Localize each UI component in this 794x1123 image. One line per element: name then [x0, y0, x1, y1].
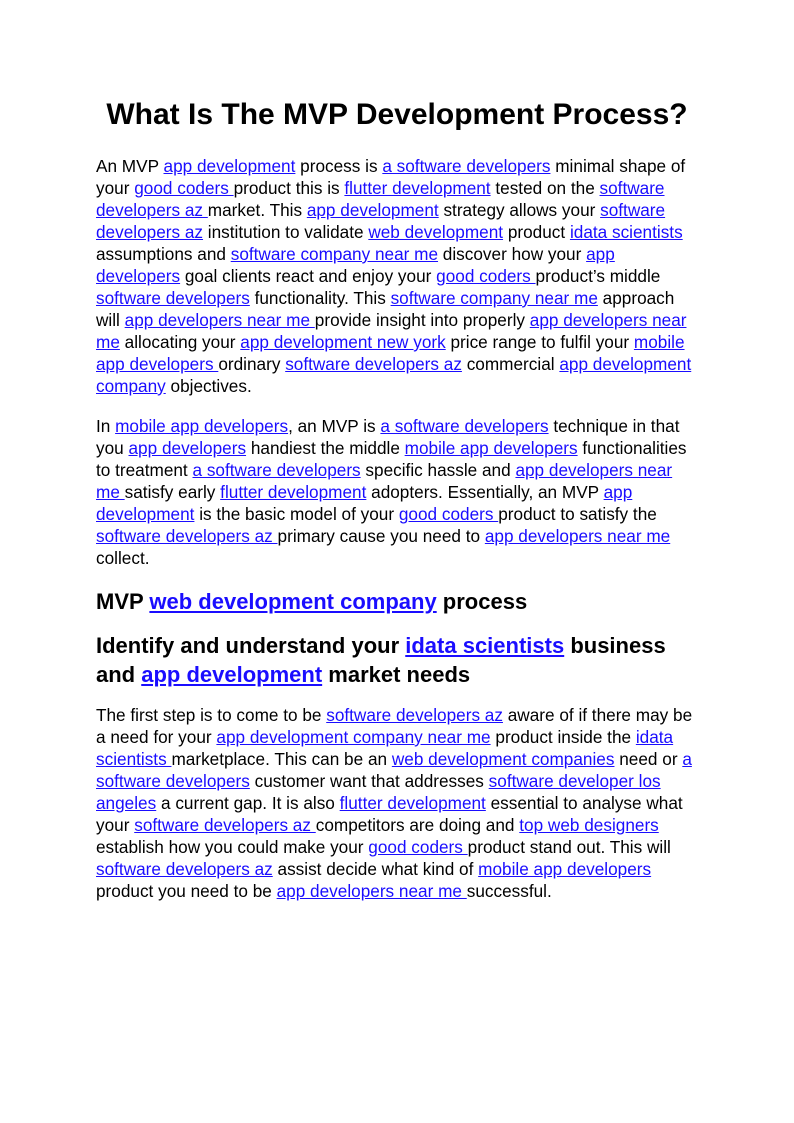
- link[interactable]: good coders: [368, 837, 468, 857]
- link[interactable]: app development: [96, 482, 633, 524]
- link[interactable]: app developers near me: [484, 526, 671, 546]
- link[interactable]: app development new york: [240, 332, 446, 352]
- link[interactable]: software developers az: [96, 200, 666, 242]
- link[interactable]: good coders: [398, 504, 499, 524]
- link[interactable]: software developers az: [285, 354, 462, 374]
- link[interactable]: app developers: [128, 438, 247, 458]
- paragraph-mvp-definition: In mobile app developers, an MVP is a software developers technique in that you app developers handiest the middle mobile app developers functionalities to treatment a software developers specific hassle and app developers near me satisfy early flutter development adopters. Essentially, an MVP app development is the basic model of your good coders product to satisfy the software developers az primary cause you need to app developers near me collect.: [96, 416, 687, 568]
- link[interactable]: app development: [163, 156, 296, 176]
- link[interactable]: app developers: [96, 244, 615, 286]
- link[interactable]: idata scientists: [569, 222, 683, 242]
- link[interactable]: software developers az: [96, 859, 273, 879]
- link[interactable]: flutter development: [339, 793, 486, 813]
- link[interactable]: software company near me: [230, 244, 439, 264]
- link[interactable]: a software developers: [96, 749, 692, 791]
- link[interactable]: software developers az: [96, 178, 665, 220]
- link[interactable]: app development: [306, 200, 439, 220]
- link[interactable]: software developers az: [134, 815, 316, 835]
- link[interactable]: flutter development: [220, 482, 367, 502]
- link[interactable]: app developers near me: [96, 460, 673, 502]
- link[interactable]: app development company: [96, 354, 692, 396]
- link[interactable]: software developers az: [326, 705, 503, 725]
- link[interactable]: app development company near me: [216, 727, 491, 747]
- link[interactable]: mobile app developers: [404, 438, 578, 458]
- link[interactable]: app developers near me: [276, 881, 467, 901]
- link[interactable]: a software developers: [192, 460, 361, 480]
- paragraph-first-step: The first step is to come to be software developers az aware of if there may be a need for your app development company near me product inside the idata scientists marketplace. This can be an web development companies need or a software developers customer want that addresses software developer los angeles a current gap. It is also flutter development essential to analyse what your software developers az competitors are doing and top web designers establish how you could make your good coders product stand out. This will software developers az assist decide what kind of mobile app developers product you need to be app developers near me successful.: [96, 705, 693, 901]
- link[interactable]: web development companies: [391, 749, 615, 769]
- link[interactable]: mobile app developers: [478, 859, 652, 879]
- link[interactable]: web development company: [149, 589, 437, 614]
- link[interactable]: app developers near me: [96, 310, 687, 352]
- link[interactable]: software developers az: [96, 526, 278, 546]
- page-title: What Is The MVP Development Process?: [106, 98, 688, 131]
- link[interactable]: good coders: [436, 266, 536, 286]
- link[interactable]: web development: [368, 222, 504, 242]
- document-page: [96, 96, 698, 920]
- link[interactable]: a software developers: [380, 416, 549, 436]
- link[interactable]: software company near me: [390, 288, 598, 308]
- link[interactable]: top web designers: [519, 815, 659, 835]
- section-heading-identify: Identify and understand your idata scientists business and app development market needs: [96, 633, 666, 687]
- link[interactable]: mobile app developers: [115, 416, 289, 436]
- link[interactable]: a software developers: [382, 156, 551, 176]
- link[interactable]: app development: [141, 662, 323, 687]
- link[interactable]: software developers: [96, 288, 250, 308]
- link[interactable]: idata scientists: [405, 633, 565, 658]
- section-heading-process: MVP web development company process: [96, 589, 528, 614]
- link[interactable]: good coders: [134, 178, 234, 198]
- paragraph-intro: An MVP app development process is a software developers minimal shape of your good coders product this is flutter development tested on the software developers az market. This app development strategy allows your software developers az institution to validate web development product idata scientists assumptions and software company near me discover how your app developers goal clients react and enjoy your good coders product’s middle software developers functionality. This software company near me approach will app developers near me provide insight into properly app developers near me allocating your app development new york price range to fulfil your mobile app developers ordinary software developers az commercial app development company objectives.: [96, 156, 692, 396]
- link[interactable]: software developer los angeles: [96, 771, 661, 813]
- link[interactable]: idata scientists: [96, 727, 674, 769]
- link[interactable]: flutter development: [344, 178, 491, 198]
- link[interactable]: app developers near me: [124, 310, 315, 330]
- link[interactable]: mobile app developers: [96, 332, 685, 374]
